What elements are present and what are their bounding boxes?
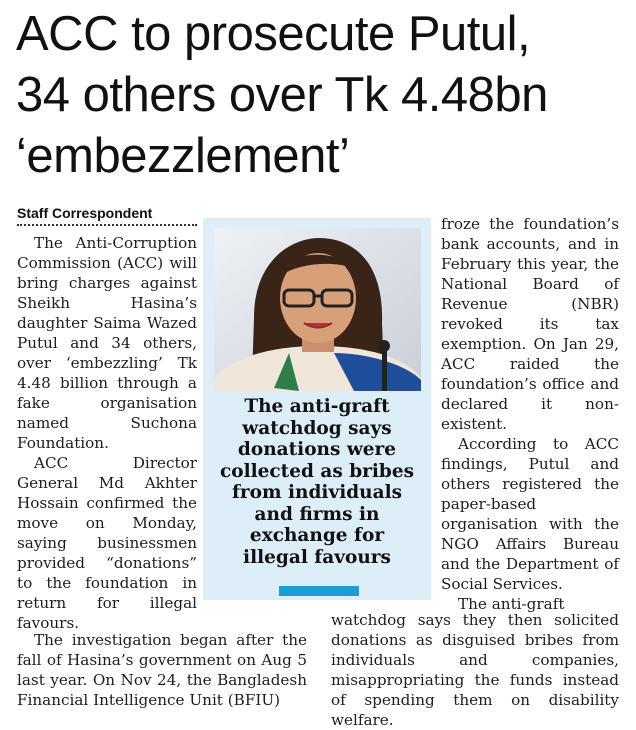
article-bottom-left [17,630,307,710]
headline [16,4,626,187]
headline-line-2: 34 others over Tk 4.48bn [16,68,548,122]
article-column-left [17,233,197,633]
headline-line-1: ACC to prosecute Putul, [16,7,531,61]
article-paragraph: The investigation began after the fall of Hasina’s government on Aug 5 last year. On Nov 24, the Bangladesh Financial Intelligence Unit (BFIU) [17,631,307,709]
headline-line-3: ‘embezzlement’ [16,129,350,183]
article-paragraph: The anti-graft [458,595,565,613]
article-paragraph: The Anti-Corruption Commission (ACC) will bring charges against Sheikh Hasina’s daughter Saima Wazed Putul and 34 others, over ‘embezzling’ Tk 4.48 billion through a fake organisation named Suchona Foundation. [17,234,197,452]
portrait-photo [214,228,421,391]
photo-quote-panel [203,218,431,600]
article-paragraph: froze the foundation’s bank accounts, and in February this year, the National Board of Revenue (NBR) revoked its tax exemption. On Jan 29, ACC raided the foundation’s office and declared it non-existent. [441,215,619,433]
article-column-right [441,214,619,614]
article-paragraph: According to ACC findings, Putul and others registered the paper-based organisation with the NGO Affairs Bureau and the Department of Social Services. [441,435,619,593]
article-bottom-right [331,610,619,730]
accent-bar [279,586,359,596]
portrait-illustration [214,228,421,391]
article-paragraph: ACC Director General Md Akhter Hossain confirmed the move on Monday, saying businessmen provided “donations” to the foundation in return for illegal favours. [17,454,197,632]
article-paragraph: watchdog says they then solicited donations as disguised bribes from individuals and companies, misappropriating the funds instead of spending them on disability welfare. [331,611,619,729]
byline: Staff Correspondent [17,205,153,221]
pull-quote: The anti-graft watchdog says donations were collected as bribes from individuals and firms in exchange for illegal favours [219,396,415,568]
byline-divider [17,224,197,226]
